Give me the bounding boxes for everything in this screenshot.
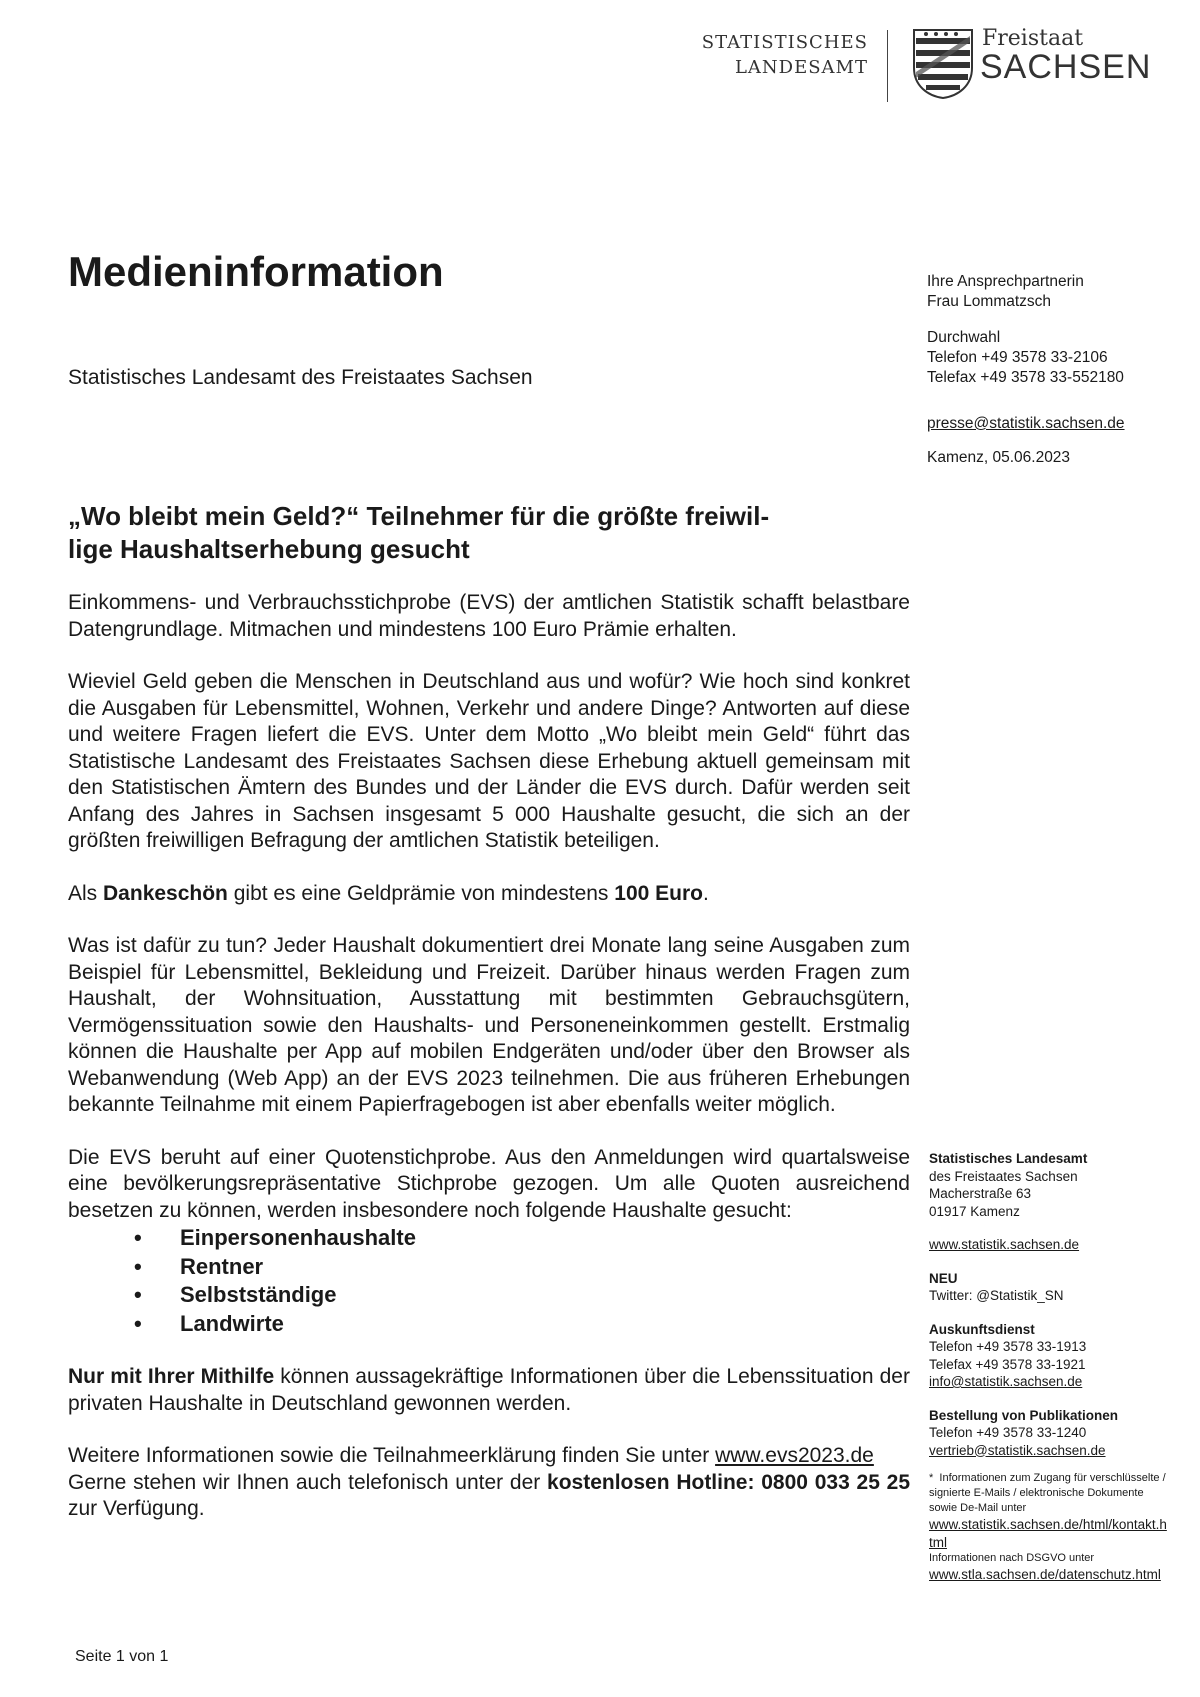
sidebar-footer [929,1150,1169,1584]
lead-paragraph: Einkommens- und Verbrauchsstichprobe (EVS) der amtlichen Statistik schafft belastbare Datengrundlage. Mitmachen und mindestens 100 Euro Prämie erhalten. [68,591,910,641]
thanks-bold-1: Dankeschön [103,881,228,905]
help-bold: Nur mit Ihrer Mithilfe [68,1365,275,1388]
sidebar-orders-email-link[interactable]: vertrieb@statistik.sachsen.de [929,1442,1106,1458]
paragraph-3: Die EVS beruht auf einer Quotenstichprobe. Aus den Anmeldungen wird quartalsweise eine bevölkerungsrepräsentative Stichprobe gezogen. Um alle Quoten ausreichend besetzen zu können, werden insbesondere noch folgende Haushalte gesucht: [68,1145,910,1222]
sidebar-street: Macherstraße 63 [929,1186,1032,1201]
saxony-crest-icon [912,28,974,100]
list-item: • Selbstständige [180,1281,910,1310]
headline-line1: „Wo bleibt mein Geld?“ Teilnehmer für die größte freiwil- [68,501,770,531]
sidebar-info-fax: Telefax +49 3578 33-1921 [929,1356,1086,1372]
sidebar-info-title: Auskunftsdienst [929,1321,1035,1337]
paragraph-2: Was ist dafür zu tun? Jeder Haushalt dokumentiert drei Monate lang seine Ausgaben zum Beispiel für Lebensmittel, Bekleidung und Freizeit. Darüber hinaus werden Fragen zum Haushalt, der Wohnsituation, Ausstattung mit bestimmten Gebrauchsgütern, Vermögenssituation sowie den Haushalts- und Personeneinkommen gestellt. Erstmalig können die Haushalte per App auf mobilen Endgeräten und/oder über den Browser als Webanwendung (Web App) an der EVS 2023 teilnehmen. Die aus früheren Erhebungen bekannte Teilnahme mit einem Papierfragebogen ist aber ebenfalls weiter möglich. [68,934,910,1116]
org-name [700,30,868,80]
contact-block [927,272,1187,468]
contact-email-link[interactable]: presse@statistik.sachsen.de [927,415,1125,432]
sidebar-website-link[interactable]: www.statistik.sachsen.de [929,1237,1080,1252]
sidebar-city: 01917 Kamenz [929,1203,1020,1219]
evs-website-link[interactable]: www.evs2023.de [715,1444,874,1467]
contact-role: Ihre Ansprechpartnerin [927,273,1084,290]
sidebar-dsgvo-text: Informationen nach DSGVO unter [929,1552,1095,1564]
info-paragraph [68,1443,910,1470]
state-name-line1: Freistaat [982,26,1084,51]
article-body [68,590,910,1523]
contact-fax: Telefax +49 3578 33-552180 [927,369,1124,386]
thanks-text-mid: gibt es eine Geldprämie von mindestens [227,881,615,905]
contact-date: Kamenz, 05.06.2023 [927,449,1071,466]
hotline-paragraph [68,1470,910,1523]
sidebar-info-phone: Telefon +49 3578 33-1913 [929,1339,1087,1354]
sidebar-org-line2: des Freistaates Sachsen [929,1168,1078,1184]
list-item: • Einpersonenhaushalte [180,1224,910,1253]
sidebar-contact-link[interactable]: www.statistik.sachsen.de/html/kontakt.html [929,1517,1167,1550]
hotline-bold: kostenlosen Hotline: 0800 033 25 25 [547,1470,910,1494]
info-text: Weitere Informationen sowie die Teilnahmeerklärung finden Sie unter [68,1444,716,1467]
note-text: Informationen zum Zugang für verschlüsselte / signierte E-Mails / elektronische Dokumente sowie De-Mail unter [929,1472,1166,1514]
sidebar-new-label: NEU [929,1270,958,1286]
hotline-text-pre: Gerne stehen wir Ihnen auch telefonisch unter der [68,1470,548,1494]
sidebar-org-name: Statistisches Landesamt [929,1151,1088,1166]
org-name-line1: STATISTISCHES [701,32,868,53]
sidebar-note [929,1471,1169,1516]
thanks-bold-2: 100 Euro [614,881,703,905]
logo-divider [887,30,888,102]
publisher-name: Statistisches Landesamt des Freistaates Sachsen [68,366,533,389]
sidebar-twitter: Twitter: @Statistik_SN [929,1288,1064,1303]
help-paragraph [68,1364,910,1417]
list-item: • Rentner [180,1253,910,1282]
note-star: * [929,1472,934,1484]
contact-name: Frau Lommatzsch [927,293,1052,310]
org-name-line2: LANDESAMT [734,57,868,78]
help-text: können aussagekräftige Informationen über die Lebenssituation der privaten Haushalte in Deutschland gewonnen werden. [68,1365,910,1415]
contact-phone: Telefon +49 3578 33-2106 [927,349,1108,366]
sidebar-dsgvo-link[interactable]: www.stla.sachsen.de/datenschutz.html [929,1567,1161,1582]
sidebar-info-email-link[interactable]: info@statistik.sachsen.de [929,1374,1083,1389]
page-title: Medieninformation [68,248,444,295]
paragraph-1: Wieviel Geld geben die Menschen in Deutschland aus und wofür? Wie hoch sind konkret die Ausgaben für Lebensmittel, Wohnen, Verkehr und andere Dinge? Antworten auf diese und weitere Fragen liefert die EVS. Unter dem Motto „Wo bleibt mein Geld“ führt das Statistische Landesamt des Freistaates Sachsen diese Erhebung aktuell gemeinsam mit den Statistischen Ämtern des Bundes und der Länder die EVS durch. Dafür werden seit Anfang des Jahres in Sachsen insgesamt 5 000 Haushalte gesucht, die sich an der größten freiwilligen Befragung der amtlichen Statistik beteiligen. [68,670,910,852]
headline [68,500,898,566]
state-name-line2: SACHSEN [980,48,1152,86]
list-item: • Landwirte [180,1310,910,1339]
thanks-text-pre: Als [68,881,104,905]
thanks-paragraph [68,881,910,908]
household-list [68,1224,910,1338]
sidebar-orders-phone: Telefon +49 3578 33-1240 [929,1425,1087,1440]
page-number: Seite 1 von 1 [75,1648,169,1665]
hotline-text-post: zur Verfügung. [68,1497,205,1520]
contact-label: Durchwahl [927,329,1001,346]
thanks-text-post: . [703,881,709,905]
headline-line2: lige Haushaltserhebung gesucht [68,534,470,564]
sidebar-orders-title: Bestellung von Publikationen [929,1407,1119,1423]
